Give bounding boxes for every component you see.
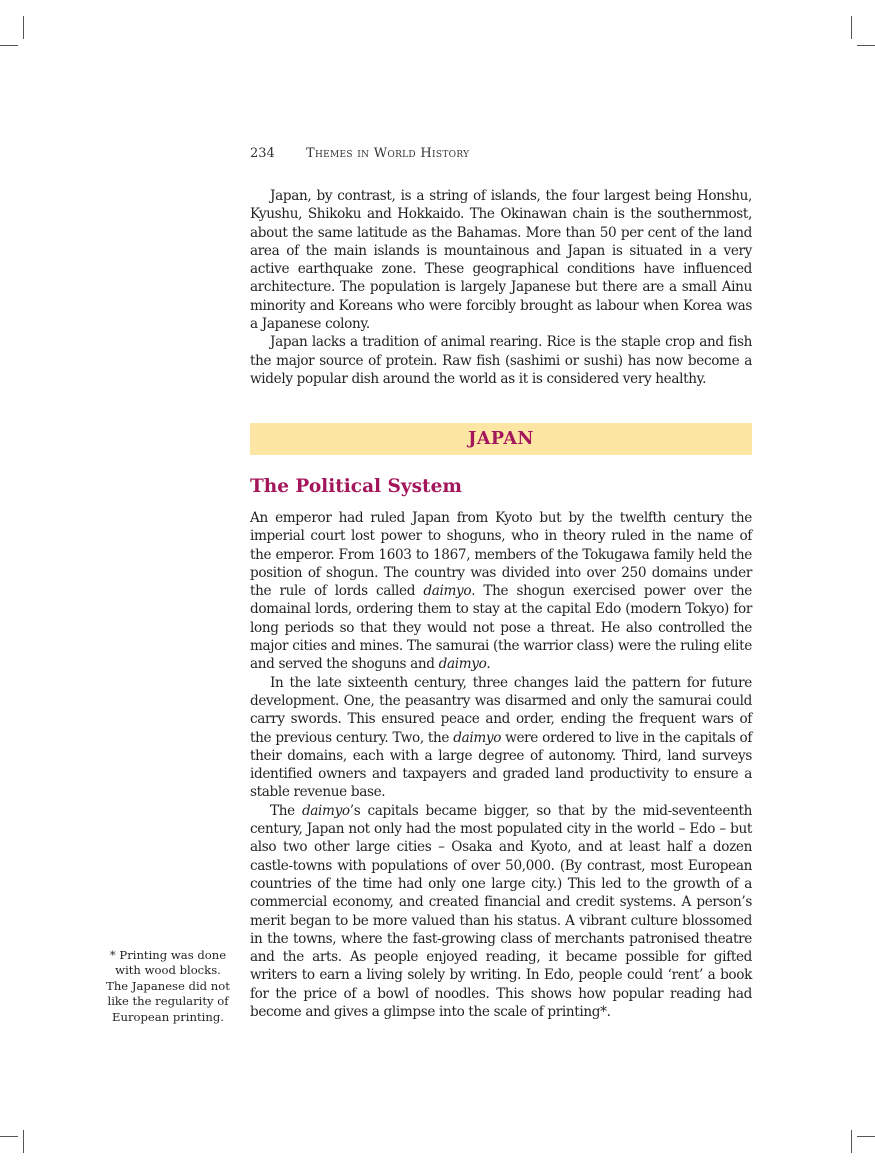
paragraph: In the late sixteenth century, three changes laid the pattern for future development. One, the peasantry was disarmed and only the samurai could carry swords. This ensured peace and order, ending the frequent wars of the previous century. Two, the daimyo were ordered to live in the capitals of their domains, each with a large degree of autonomy. Third, land surveys identified owners and taxpayers and graded land productivity to ensure a stable revenue base. xyxy=(250,674,752,801)
crop-mark xyxy=(0,1136,18,1137)
political-system-text xyxy=(250,509,752,1021)
crop-mark xyxy=(851,1130,852,1153)
crop-mark xyxy=(0,45,18,46)
intro-text xyxy=(250,187,752,388)
crop-mark xyxy=(857,45,875,46)
running-header xyxy=(250,146,469,161)
crop-mark xyxy=(851,16,852,39)
section-heading: The Political System xyxy=(250,476,462,497)
paragraph: The daimyo’s capitals became bigger, so that by the mid-seventeenth century, Japan not only had the most populated city in the world – Edo – but also two other large cities – Osaka and Kyoto, and at least half a dozen castle-towns with populations of over 50,000. (By contrast, most European countries of the time had only one large city.) This led to the growth of a commercial economy, and created financial and credit systems. A person’s merit began to be more valued than his status. A vibrant culture blossomed in the towns, where the fast-growing class of merchants patronised theatre and the arts. As people enjoyed reading, it became possible for gifted writers to earn a living solely by writing. In Edo, people could ‘rent’ a book for the price of a bowl of noodles. This shows how popular reading had become and gives a glimpse into the scale of printing*. xyxy=(250,802,752,1021)
section-band: JAPAN xyxy=(250,423,752,455)
paragraph: Japan lacks a tradition of animal rearing. Rice is the staple crop and fish the major source of protein. Raw fish (sashimi or sushi) has now become a widely popular dish around the world as it is considered very healthy. xyxy=(250,334,752,387)
crop-mark xyxy=(857,1136,875,1137)
sidenote: * Printing was done with wood blocks. The Japanese did not like the regularity of European printing. xyxy=(106,948,230,1024)
crop-mark xyxy=(23,16,24,39)
crop-mark xyxy=(23,1130,24,1153)
paragraph: An emperor had ruled Japan from Kyoto but by the twelfth century the imperial court lost power to shoguns, who in theory ruled in the name of the emperor. From 1603 to 1867, members of the Tokugawa family held the position of shogun. The country was divided into over 250 domains under the rule of lords called daimyo. The shogun exercised power over the domainal lords, ordering them to stay at the capital Edo (modern Tokyo) for long periods so that they would not pose a threat. He also controlled the major cities and mines. The samurai (the warrior class) were the ruling elite and served the shoguns and daimyo. xyxy=(250,510,752,673)
book-title: Themes in World History xyxy=(306,146,470,161)
page-number: 234 xyxy=(250,146,275,161)
paragraph: Japan, by contrast, is a string of islands, the four largest being Honshu, Kyushu, Shikoku and Hokkaido. The Okinawan chain is the southernmost, about the same latitude as the Bahamas. More than 50 per cent of the land area of the main islands is mountainous and Japan is situated in a very active earthquake zone. These geographical conditions have influenced architecture. The population is largely Japanese but there are a small Ainu minority and Koreans who were forcibly brought as labour when Korea was a Japanese colony. xyxy=(250,188,752,333)
